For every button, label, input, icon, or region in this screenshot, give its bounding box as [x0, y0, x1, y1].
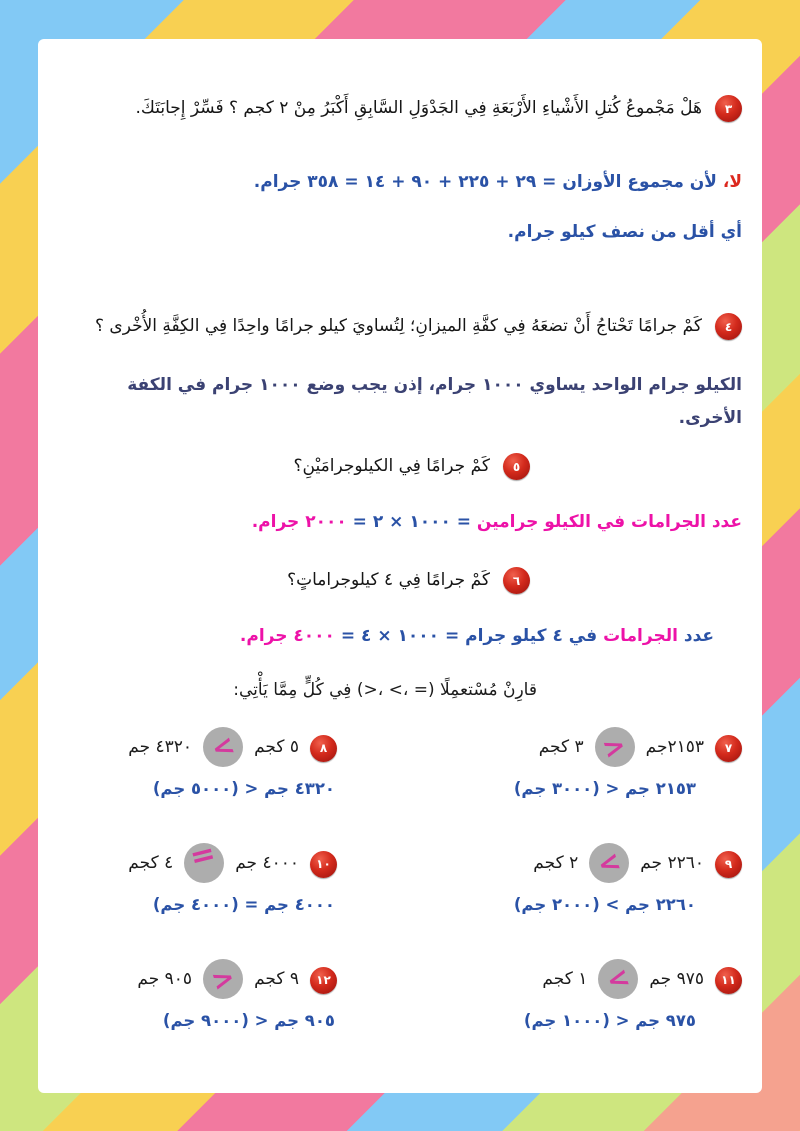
compare-item-9 — [392, 843, 742, 939]
question-11-number-badge: ١١ — [715, 967, 742, 994]
comparison-circle[interactable] — [203, 959, 243, 999]
compare-item-11 — [392, 959, 742, 1055]
answer-6 — [84, 621, 742, 651]
compare-problem-8 — [84, 727, 337, 767]
compare-problem-7 — [392, 727, 742, 767]
question-5-text: كَمْ جرامًا فِي الكيلوجرامَيْنِ؟ — [293, 456, 490, 476]
compare-instruction-b: فِي كُلٍّ مِمَّا يَأْتِي: — [233, 680, 357, 700]
compare-answer-7: ٢١٥٣ جم < (٣٠٠٠ جم) — [513, 779, 696, 798]
worksheet-panel — [38, 39, 762, 1093]
question-6-text: كَمْ جرامًا فِي ٤ كيلوجراماتٍ؟ — [287, 570, 490, 590]
operand-right: ٩٧٥ جم — [649, 969, 704, 989]
answer-6-equation: في ٤ كيلو جرام = ١٠٠٠ × ٤ = — [334, 626, 604, 646]
answer-6-result: ٤٠٠٠ جرام. — [239, 626, 335, 646]
compare-answer-9: ٢٢٦٠ جم > (٢٠٠٠ جم) — [513, 895, 696, 914]
answer-4: الكيلو جرام الواحد يساوي ١٠٠٠ جرام، إذن يجب وضع ١٠٠٠ جرام في الكفة الأخرى. — [127, 375, 742, 428]
answer-5-result: ٢٠٠٠ جرام. — [251, 512, 347, 532]
question-4 — [84, 311, 742, 341]
question-10-number-badge: ١٠ — [310, 851, 337, 878]
answer-3-no: لا، — [722, 172, 742, 192]
operand-right: ٤٠٠٠ جم — [235, 853, 299, 873]
question-6-number-badge: ٦ — [503, 567, 530, 594]
compare-answer-11: ٩٧٥ جم < (١٠٠٠ جم) — [523, 1011, 696, 1030]
compare-item-8 — [84, 727, 392, 823]
compare-answer-12: ٩٠٥ جم < (٩٠٠٠ جم) — [162, 1011, 335, 1030]
question-3-text: هَلْ مَجْموعُ كُتلِ الأَشْياءِ الأَرْبَعَةِ فِي الجَدْوَلِ السَّابِقِ أَكْبَرُ مِنْ ٢ كجم ؟ فَسِّرْ إِجابَتَكَ. — [135, 98, 702, 118]
compare-item-10 — [84, 835, 392, 939]
answer-3-sum: لأن مجموع الأوزان = ٢٩ + ٢٢٥ + ٩٠ + ١٤ = ٣٥٨ جرام. — [253, 172, 723, 192]
compare-problem-10 — [84, 835, 337, 883]
handwritten-comparison-sign: < — [207, 728, 239, 766]
comparison-circle[interactable] — [184, 835, 224, 883]
question-9-number-badge: ٩ — [715, 851, 742, 878]
handwritten-comparison-sign: > — [599, 728, 631, 766]
question-4-text: كَمْ جرامًا تَحْتاجُ أَنْ تضعَهُ فِي كفَّةِ الميزانِ؛ لِتُساويَ كيلو جرامًا واحِدًا فِي الكِفَّةِ الأُخْرى ؟ — [94, 316, 702, 336]
compare-item-12 — [84, 959, 392, 1055]
question-3-number-badge: ٣ — [715, 95, 742, 122]
comparison-symbols-legend: (>، <، =) — [356, 680, 435, 700]
question-12-number-badge: ١٢ — [310, 967, 337, 994]
operand-left: ٤ كجم — [128, 853, 174, 873]
handwritten-comparison-sign: < — [593, 844, 625, 882]
operand-right: ٢١٥٣جم — [645, 737, 704, 757]
handwritten-comparison-sign: < — [602, 960, 634, 998]
comparison-circle[interactable] — [203, 727, 243, 767]
comparison-circle[interactable] — [598, 959, 638, 999]
compare-answer-8: ٤٣٢٠ جم < (٥٠٠٠ جم) — [152, 779, 335, 798]
question-5-number-badge: ٥ — [503, 453, 530, 480]
operand-right: ٩ كجم — [254, 969, 299, 989]
question-7-number-badge: ٧ — [715, 735, 742, 762]
operand-right: ٥ كجم — [254, 737, 299, 757]
answer-3-line-2: أي أقل من نصف كيلو جرام. — [507, 222, 742, 242]
compare-problem-11 — [392, 959, 742, 999]
handwritten-comparison-sign: > — [207, 960, 239, 998]
handwritten-comparison-sign: = — [185, 835, 219, 876]
operand-left: ١ كجم — [542, 969, 588, 989]
comparison-circle[interactable] — [589, 843, 629, 883]
compare-instruction-a: قارِنْ مُسْتعمِلًا — [434, 680, 537, 700]
answer-5-equation: = ١٠٠٠ × ٢ = — [346, 512, 477, 532]
answer-6-part1: عدد — [677, 626, 714, 646]
compare-problem-12 — [84, 959, 337, 999]
question-3 — [84, 93, 742, 123]
operand-left: ٩٠٥ جم — [137, 969, 193, 989]
compare-item-7 — [392, 727, 742, 823]
question-5 — [84, 451, 742, 481]
answer-3-line-1 — [84, 167, 742, 197]
operand-right: ٢٢٦٠ جم — [640, 853, 704, 873]
compare-problem-9 — [392, 843, 742, 883]
operand-left: ٤٣٢٠ جم — [128, 737, 193, 757]
answer-6-part2: الجرامات — [603, 626, 678, 646]
worksheet-content — [38, 39, 762, 1055]
operand-left: ٣ كجم — [538, 737, 584, 757]
answer-5-label: عدد الجرامات في الكيلو جرامين — [476, 512, 742, 532]
comparison-circle[interactable] — [595, 727, 635, 767]
question-8-number-badge: ٨ — [310, 735, 337, 762]
question-6 — [84, 565, 742, 595]
answer-5 — [84, 507, 742, 537]
operand-left: ٢ كجم — [533, 853, 579, 873]
compare-instruction — [84, 675, 742, 705]
question-4-number-badge: ٤ — [715, 313, 742, 340]
comparison-grid — [84, 727, 742, 1055]
compare-answer-10: ٤٠٠٠ جم = (٤٠٠٠ جم) — [152, 895, 335, 914]
